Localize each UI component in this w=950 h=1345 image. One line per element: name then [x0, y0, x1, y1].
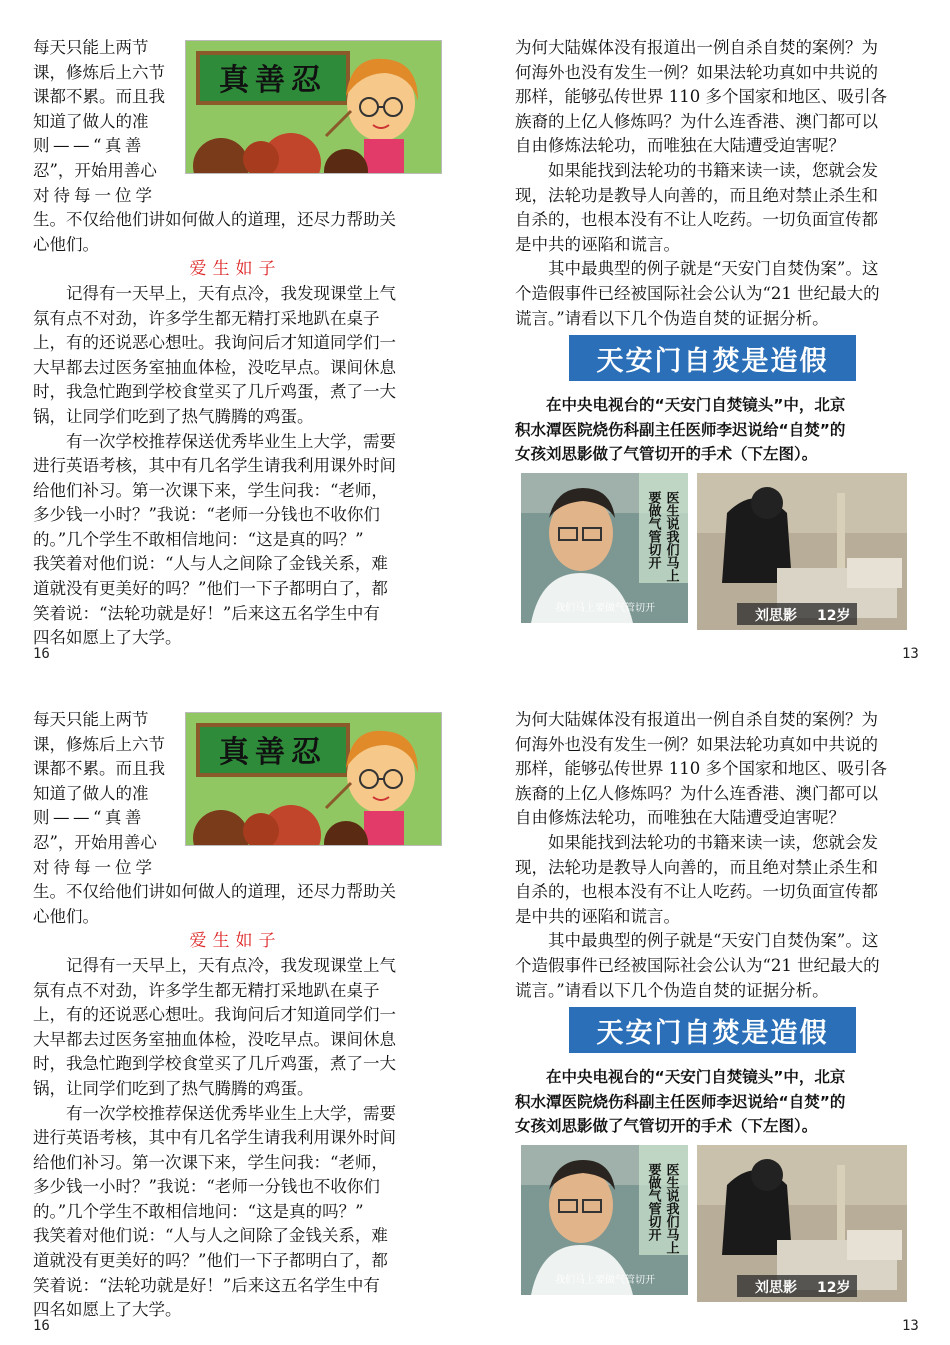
doctor-photo [521, 1145, 688, 1295]
hospital-bed-image [697, 473, 907, 630]
body-line: 是中共的诬陷和谎言。 [515, 906, 680, 926]
body-line: 道就没有更美好的吗？”他们一下子都明白了，都 [33, 579, 388, 599]
body-line: 氛有点不对劲，许多学生都无精打采地趴在桌子 [33, 308, 380, 328]
hospital-photo [697, 1145, 907, 1302]
hospital-bed-image [697, 1145, 907, 1302]
age-subtitle: 12岁 [817, 1280, 851, 1296]
body-line: 那样，能够弘传世界 110 多个国家和地区、吸引各 [515, 87, 887, 107]
body-line: 道就没有更美好的吗？”他们一下子都明白了，都 [33, 1251, 388, 1271]
intro-line: 课，修炼后上六节 [33, 734, 165, 754]
body-line: 为何大陆媒体没有报道出一例自杀自焚的案例？为 [515, 38, 878, 57]
intro-tail-line: 心他们。 [33, 234, 99, 254]
body-line: 谎言。”请看以下几个伪造自焚的证据分析。 [515, 308, 829, 328]
body-line: 笑着说：“法轮功就是好！”后来这五名学生中有 [33, 603, 380, 623]
body-line: 我笑着对他们说：“人与人之间除了金钱关系，难 [33, 1226, 388, 1246]
body-line: 自杀的，也根本没有不让人吃药。一切负面宣传都 [515, 210, 878, 230]
body-line: 笑着说：“法轮功就是好！”后来这五名学生中有 [33, 1275, 380, 1295]
body-line: 如果能找到法轮功的书籍来读一读，您就会发 [515, 832, 878, 852]
intro-paragraph [33, 36, 438, 208]
page-number-right: 13 [902, 1318, 919, 1334]
body-line: 有一次学校推荐保送优秀毕业生上大学，需要 [33, 1103, 396, 1123]
caption-line: 在中央电视台的“天安门自焚镜头”中，北京 [515, 396, 846, 414]
page-spread [0, 672, 950, 1344]
body-line: 的。”几个学生不敢相信地问：“这是真的吗？” [33, 529, 364, 549]
intro-tail-line: 生。不仅给他们讲如何做人的道理，还尽力帮助关 [33, 210, 396, 230]
body-line: 给他们补习。第一次课下来，学生问我：“老师， [33, 1152, 388, 1172]
intro-paragraph-tail [33, 208, 438, 257]
intro-line: 知道了做人的准 [33, 783, 149, 803]
body-line: 现，法轮功是教导人向善的，而且绝对禁止杀生和 [515, 857, 878, 877]
left-body-text [33, 954, 438, 1323]
right-body-text [515, 36, 920, 331]
body-line: 时，我急忙跑到学校食堂买了几斤鸡蛋，煮了一大 [33, 382, 396, 402]
photo-caption [515, 1065, 920, 1139]
body-line: 何海外也没有发生一例？如果法轮功真如中共说的 [515, 62, 878, 82]
caption-text [515, 393, 920, 467]
doctor-photo [521, 473, 688, 623]
body-line: 自由修炼法轮功，而唯独在大陆遭受迫害呢？ [515, 136, 845, 156]
chalkboard-sign-text: 真善忍 [219, 735, 327, 770]
body-line: 大早都去过医务室抽血体检，没吃早点。课间休息 [33, 357, 396, 377]
vertical-subtitle-2: 要做气管切开 [645, 491, 661, 569]
body-line: 记得有一天早上，天有点冷，我发现课堂上气 [33, 283, 396, 303]
page-number-left: 16 [33, 646, 50, 662]
photo-caption [515, 393, 920, 467]
body-line: 锅，让同学们吃到了热气腾腾的鸡蛋。 [33, 406, 314, 426]
body-line: 个造假事件已经被国际社会公认为“21 世纪最大的 [515, 283, 880, 303]
body-line: 进行英语考核，其中有几名学生请我利用课外时间 [33, 456, 396, 476]
section-heading: 爱生如子 [189, 259, 282, 280]
body-line: 上，有的还说恶心想吐。我询问后才知道同学们一 [33, 333, 396, 353]
caption-line: 积水潭医院烧伤科副主任医师李迟说给“自焚”的 [515, 420, 846, 439]
body-line: 进行英语考核，其中有几名学生请我利用课外时间 [33, 1128, 396, 1148]
body-line: 个造假事件已经被国际社会公认为“21 世纪最大的 [515, 955, 880, 975]
body-line: 时，我急忙跑到学校食堂买了几斤鸡蛋，煮了一大 [33, 1054, 396, 1074]
right-page-text [515, 36, 920, 331]
intro-line: 每天只能上两节 [33, 710, 149, 729]
body-line: 多少钱一小时？”我说：“老师一分钱也不收你们 [33, 1177, 380, 1197]
page-number-left: 16 [33, 1318, 50, 1334]
intro-paragraph-tail [33, 880, 438, 929]
caption-line: 在中央电视台的“天安门自焚镜头”中，北京 [515, 1068, 846, 1086]
bottom-subtitle: 我们马上要做气管切开 [555, 1275, 655, 1286]
body-line: 四名如愿上了大学。 [33, 628, 182, 648]
body-line: 记得有一天早上，天有点冷，我发现课堂上气 [33, 955, 396, 975]
body-line: 如果能找到法轮功的书籍来读一读，您就会发 [515, 160, 878, 180]
body-line: 族裔的上亿人修炼吗？为什么连香港、澳门都可以 [515, 783, 878, 803]
hospital-photo [697, 473, 907, 630]
section-heading: 爱生如子 [189, 931, 282, 952]
body-line: 锅，让同学们吃到了热气腾腾的鸡蛋。 [33, 1078, 314, 1098]
body-line: 为何大陆媒体没有报道出一例自杀自焚的案例？为 [515, 710, 878, 729]
intro-line: 则——“真善 [33, 808, 145, 828]
body-line: 大早都去过医务室抽血体检，没吃早点。课间休息 [33, 1029, 396, 1049]
body-line: 多少钱一小时？”我说：“老师一分钱也不收你们 [33, 505, 380, 525]
page-number-right: 13 [902, 646, 919, 662]
headline-banner: 天安门自焚是造假 [569, 335, 856, 381]
intro-line: 知道了做人的准 [33, 111, 149, 131]
body-line: 是中共的诬陷和谎言。 [515, 234, 680, 254]
body-line: 四名如愿上了大学。 [33, 1300, 182, 1320]
body-line: 自杀的，也根本没有不让人吃药。一切负面宣传都 [515, 882, 878, 902]
headline-banner: 天安门自焚是造假 [569, 1007, 856, 1053]
intro-line: 课，修炼后上六节 [33, 62, 165, 82]
intro-line: 对待每一位学 [33, 185, 156, 205]
intro-line: 忍”，开始用善心 [33, 160, 157, 180]
caption-line: 女孩刘思影做了气管切开的手术（下左图）。 [515, 1117, 818, 1136]
left-page-text [33, 708, 438, 1323]
body-line: 上，有的还说恶心想吐。我询问后才知道同学们一 [33, 1005, 396, 1025]
intro-tail-line: 生。不仅给他们讲如何做人的道理，还尽力帮助关 [33, 882, 396, 902]
vertical-subtitle-2: 要做气管切开 [645, 1163, 661, 1241]
body-line: 现，法轮功是教导人向善的，而且绝对禁止杀生和 [515, 185, 878, 205]
intro-line: 每天只能上两节 [33, 38, 149, 57]
doctor-image [521, 1145, 688, 1295]
body-line: 何海外也没有发生一例？如果法轮功真如中共说的 [515, 734, 878, 754]
body-line: 其中最典型的例子就是“天安门自焚伪案”。这 [515, 259, 879, 279]
doctor-image [521, 473, 688, 623]
body-line: 谎言。”请看以下几个伪造自焚的证据分析。 [515, 980, 829, 1000]
vertical-subtitle-1: 医生说我们马上 [663, 491, 679, 582]
right-page-text [515, 708, 920, 1003]
chalkboard-sign-text: 真善忍 [219, 63, 327, 98]
vertical-subtitle-1: 医生说我们马上 [663, 1163, 679, 1254]
bottom-subtitle: 我们马上要做气管切开 [555, 603, 655, 614]
body-line: 自由修炼法轮功，而唯独在大陆遭受迫害呢？ [515, 808, 845, 828]
body-line: 的。”几个学生不敢相信地问：“这是真的吗？” [33, 1201, 364, 1221]
caption-line: 女孩刘思影做了气管切开的手术（下左图）。 [515, 445, 818, 464]
caption-line: 积水潭医院烧伤科副主任医师李迟说给“自焚”的 [515, 1092, 846, 1111]
caption-text [515, 1065, 920, 1139]
right-body-text [515, 708, 920, 1003]
age-subtitle: 12岁 [817, 608, 851, 624]
body-line: 族裔的上亿人修炼吗？为什么连香港、澳门都可以 [515, 111, 878, 131]
left-body-text [33, 282, 438, 651]
body-line: 有一次学校推荐保送优秀毕业生上大学，需要 [33, 431, 396, 451]
intro-line: 课都不累。而且我 [33, 87, 165, 107]
intro-line: 课都不累。而且我 [33, 759, 165, 779]
intro-tail-line: 心他们。 [33, 906, 99, 926]
body-line: 氛有点不对劲，许多学生都无精打采地趴在桌子 [33, 980, 380, 1000]
name-subtitle: 刘思影 [755, 608, 797, 624]
left-page-text [33, 36, 438, 651]
intro-line: 则——“真善 [33, 136, 145, 156]
intro-paragraph [33, 708, 438, 880]
body-line: 我笑着对他们说：“人与人之间除了金钱关系，难 [33, 554, 388, 574]
intro-line: 忍”，开始用善心 [33, 832, 157, 852]
page-spread [0, 0, 950, 672]
name-subtitle: 刘思影 [755, 1280, 797, 1296]
intro-line: 对待每一位学 [33, 857, 156, 877]
body-line: 那样，能够弘传世界 110 多个国家和地区、吸引各 [515, 759, 887, 779]
body-line: 给他们补习。第一次课下来，学生问我：“老师， [33, 480, 388, 500]
body-line: 其中最典型的例子就是“天安门自焚伪案”。这 [515, 931, 879, 951]
